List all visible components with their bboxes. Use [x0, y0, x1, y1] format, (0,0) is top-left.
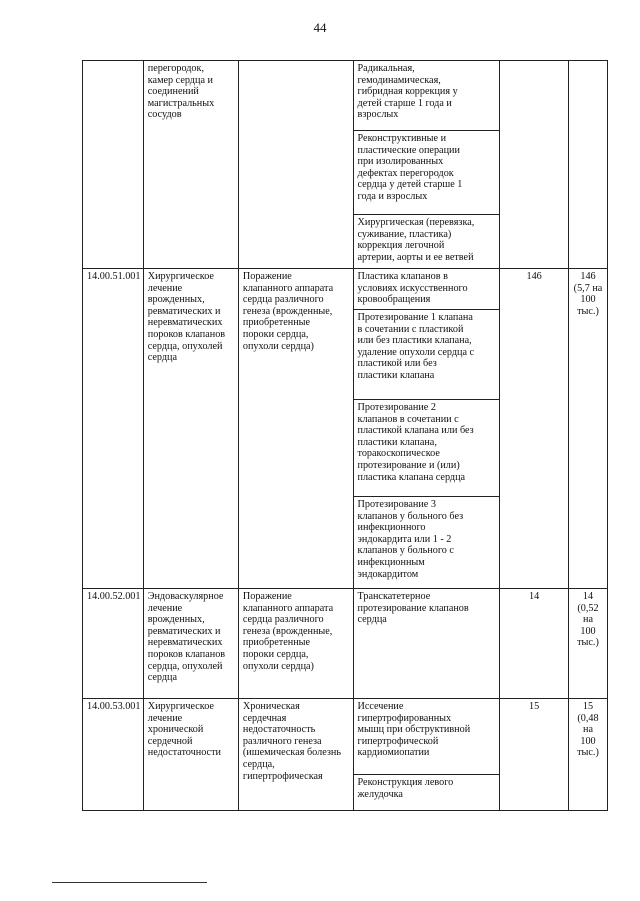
- table-row: [83, 699, 608, 775]
- service-name-cell: Хирургическое лечение хронической сердечной недостаточности: [143, 699, 238, 811]
- patient-count-cell: 14: [500, 589, 569, 699]
- table-row: [83, 589, 608, 699]
- service-name-cell: Эндоваскулярное лечение врожденных, ревматических и неревматических пороков клапанов сердца, опухолей сердца: [143, 589, 238, 699]
- rate-cell: 14 (0,52 на 100 тыс.): [569, 589, 608, 699]
- diagnosis-cell: Поражение клапанного аппарата сердца различного генеза (врожденные, приобретенные пороки сердца, опухоли сердца): [238, 589, 353, 699]
- diagnosis-cell: [238, 61, 353, 269]
- table-row: [83, 61, 608, 131]
- treatment-method-cell: Протезирование 3 клапанов у больного без инфекционного эндокардита или 1 - 2 клапанов у больного с инфекционным эндокардитом: [353, 497, 500, 589]
- treatment-method-cell: Протезирование 1 клапана в сочетании с пластикой или без пластики клапана, удаление опухоли сердца с пластикой или без пластики клапана: [353, 310, 500, 400]
- treatment-method-cell: Реконструктивные и пластические операции при изолированных дефектах перегородок сердца у детей старше 1 года и взрослых: [353, 131, 500, 215]
- patient-count-cell: 15: [500, 699, 569, 811]
- treatment-method-cell: Пластика клапанов в условиях искусственного кровообращения: [353, 269, 500, 310]
- diagnosis-cell: Хроническая сердечная недостаточность различного генеза (ишемическая болезнь сердца, гипертрофическая: [238, 699, 353, 811]
- treatment-method-cell: Иссечение гипертрофированных мышц при обструктивной гипертрофической кардиомиопатии: [353, 699, 500, 775]
- service-name-cell: Хирургическое лечение врожденных, ревматических и неревматических пороков клапанов сердца, опухолей сердца: [143, 269, 238, 589]
- services-table: [82, 60, 608, 811]
- treatment-method-cell: Реконструкция левого желудочка: [353, 775, 500, 811]
- rate-cell: 15 (0,48 на 100 тыс.): [569, 699, 608, 811]
- diagnosis-cell: Поражение клапанного аппарата сердца различного генеза (врожденные, приобретенные пороки сердца, опухоли сердца): [238, 269, 353, 589]
- treatment-method-cell: Радикальная, гемодинамическая, гибридная коррекция у детей старше 1 года и взрослых: [353, 61, 500, 131]
- treatment-method-cell: Хирургическая (перевязка, суживание, пластика) коррекция легочной артерии, аорты и ее ветвей: [353, 215, 500, 269]
- service-name-cell: перегородок, камер сердца и соединений магистральных сосудов: [143, 61, 238, 269]
- service-code-cell: 14.00.53.001: [83, 699, 144, 811]
- treatment-method-cell: Протезирование 2 клапанов в сочетании с пластикой клапана или без пластики клапана, торакоскопическое протезирование и (или) пластика клапана сердца: [353, 400, 500, 497]
- page-number: 44: [313, 20, 327, 35]
- rate-cell: 146 (5,7 на 100 тыс.): [569, 269, 608, 589]
- patient-count-cell: [500, 61, 569, 269]
- treatment-method-cell: Транскатетерное протезирование клапанов сердца: [353, 589, 500, 699]
- footnote-rule: [52, 882, 207, 883]
- table-row: [83, 269, 608, 310]
- service-code-cell: 14.00.51.001: [83, 269, 144, 589]
- service-code-cell: 14.00.52.001: [83, 589, 144, 699]
- rate-cell: [569, 61, 608, 269]
- patient-count-cell: 146: [500, 269, 569, 589]
- service-code-cell: [83, 61, 144, 269]
